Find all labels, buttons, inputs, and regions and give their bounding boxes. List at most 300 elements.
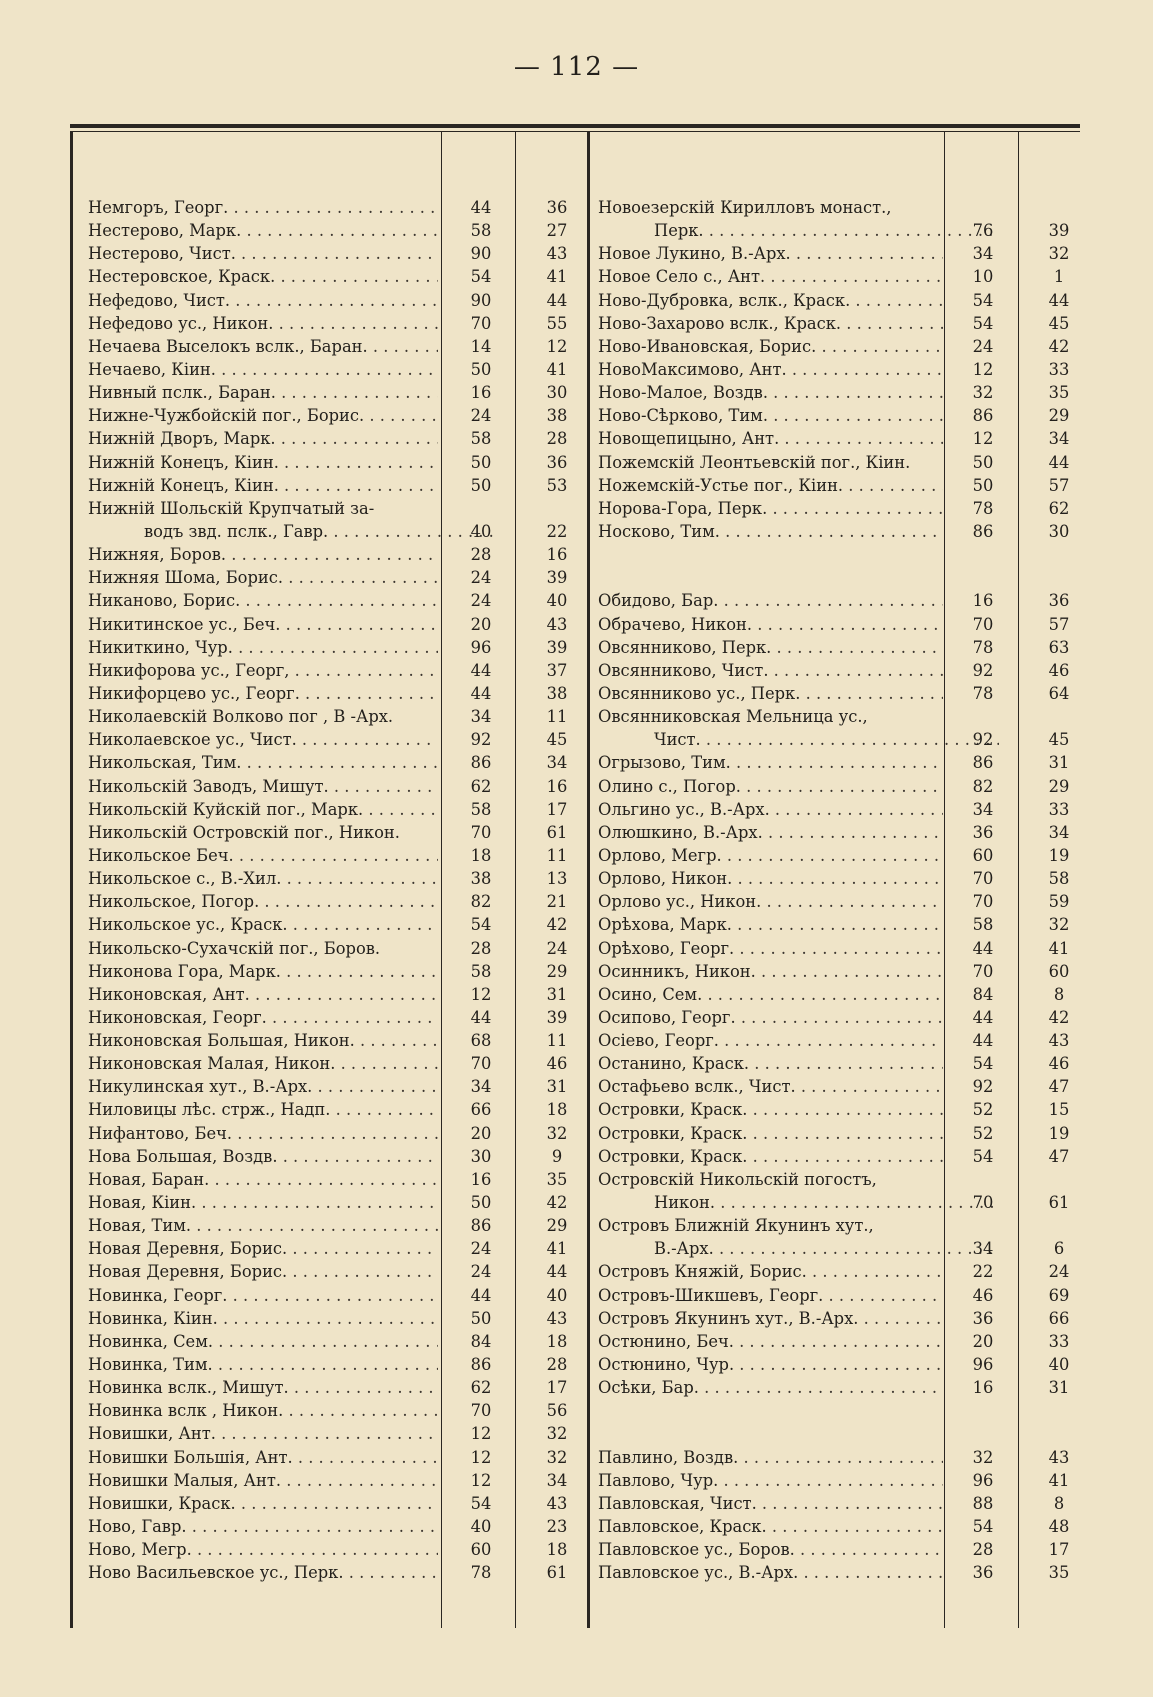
- place-name: Ново-Малое, Воздв. . . .: [598, 381, 943, 404]
- place-name: Ниловицы лѣс. стрж., Надп. . . .: [88, 1098, 438, 1121]
- place-name: Норова-Гора, Перк. . . .: [598, 497, 943, 520]
- place-name: Никаново, Борис. . . .: [88, 589, 438, 612]
- place-name: Ново-Сѣрково, Тим. . . .: [598, 404, 943, 427]
- map-sheet-number: 12: [470, 1447, 492, 1467]
- map-sheet-number: 28: [972, 1540, 994, 1560]
- square-number: 40: [546, 591, 568, 611]
- map-sheet-number: 16: [470, 383, 492, 403]
- place-name: Останино, Краск. . . .: [598, 1052, 943, 1075]
- square-number: 61: [1048, 1193, 1070, 1213]
- place-name: Николаевское ус., Чист. . . .: [88, 728, 438, 751]
- square-number: 42: [1048, 1007, 1070, 1027]
- place-name: Носково, Тим. . . .: [598, 520, 943, 543]
- place-name: Новинка вслк., Мишут. . . .: [88, 1376, 438, 1399]
- square-number: 32: [546, 1424, 568, 1444]
- map-sheet-number: 78: [972, 498, 994, 518]
- map-sheet-number: 92: [972, 730, 994, 750]
- square-number: 18: [546, 1331, 568, 1351]
- place-name: Нижняя, Боров. . . .: [88, 543, 438, 566]
- place-name: Нова Большая, Воздв. . . .: [88, 1145, 438, 1168]
- map-sheet-number: 10: [972, 267, 994, 287]
- square-number: 32: [546, 1447, 568, 1467]
- square-number: 29: [1048, 776, 1070, 796]
- place-name: Никольское, Погор. . . .: [88, 890, 438, 913]
- place-name: Орѣхово, Георг. . . .: [598, 937, 943, 960]
- place-name: Островки, Краск. . . .: [598, 1122, 943, 1145]
- square-number: 17: [1048, 1540, 1070, 1560]
- place-name: Обрачево, Никон. . . .: [598, 613, 943, 636]
- place-name: Островъ-Шикшевъ, Георг. . . .: [598, 1284, 943, 1307]
- place-name: Чист. . . .: [598, 728, 999, 751]
- place-name: Огрызово, Тим. . . .: [598, 751, 943, 774]
- square-number: 44: [546, 1262, 568, 1282]
- map-sheet-number: 88: [972, 1493, 994, 1513]
- square-number: 44: [546, 290, 568, 310]
- square-number: 64: [1048, 683, 1070, 703]
- map-sheet-number: 36: [972, 1308, 994, 1328]
- map-sheet-number: 58: [470, 799, 492, 819]
- place-name: Новая, Тим. . . .: [88, 1214, 438, 1237]
- square-number: 47: [1048, 1146, 1070, 1166]
- place-name: НовоМаксимово, Ант. . . .: [598, 358, 943, 381]
- place-name: Никифорцево ус., Георг. . . .: [88, 682, 438, 705]
- place-name: Никифорова ус., Георг, . . .: [88, 659, 438, 682]
- map-sheet-number: 12: [972, 359, 994, 379]
- map-sheet-number: 54: [470, 915, 492, 935]
- place-name: Новинка вслк , Никон. . . .: [88, 1399, 438, 1422]
- square-number: 28: [546, 1355, 568, 1375]
- square-number: 19: [1048, 1123, 1070, 1143]
- map-sheet-number: 96: [972, 1355, 994, 1375]
- map-sheet-number: 12: [470, 1470, 492, 1490]
- map-sheet-number: 70: [470, 1401, 492, 1421]
- map-sheet-number: 46: [972, 1285, 994, 1305]
- square-number: 8: [1053, 1493, 1065, 1513]
- place-name: Новоезерскiй Кирилловъ монаст.,: [598, 198, 892, 217]
- map-sheet-number: 68: [470, 1031, 492, 1051]
- place-name: Никольскiй Заводъ, Мишут. . . .: [88, 775, 438, 798]
- square-number: 55: [546, 313, 568, 333]
- place-name: Осинникъ, Никон. . . .: [598, 960, 943, 983]
- place-name: Никольскiй Куйскiй пог., Марк. . . .: [88, 798, 438, 821]
- place-name: Павлово, Чур. . . .: [598, 1469, 943, 1492]
- square-number: 47: [1048, 1077, 1070, 1097]
- map-sheet-number: 44: [470, 1007, 492, 1027]
- map-sheet-number: 28: [470, 545, 492, 565]
- square-number: 39: [546, 568, 568, 588]
- map-sheet-number: 50: [972, 475, 994, 495]
- square-number: 24: [1048, 1262, 1070, 1282]
- place-name: Островъ Княжiй, Борис. . . .: [598, 1260, 943, 1283]
- map-sheet-number: 12: [470, 984, 492, 1004]
- map-sheet-number: 50: [470, 475, 492, 495]
- map-sheet-number: 30: [470, 1146, 492, 1166]
- map-sheet-number: 32: [972, 1447, 994, 1467]
- map-sheet-number: 50: [470, 1193, 492, 1213]
- map-sheet-number: 86: [470, 1216, 492, 1236]
- column-divider: [944, 131, 945, 1628]
- place-name: Новое Лукино, В.-Арх. . . .: [598, 242, 943, 265]
- place-name: Павлино, Воздв. . . .: [598, 1446, 943, 1469]
- map-sheet-number: 90: [470, 244, 492, 264]
- square-number: 16: [546, 545, 568, 565]
- square-number: 32: [1048, 915, 1070, 935]
- square-number: 41: [546, 267, 568, 287]
- place-name: Новишки, Краск. . . .: [88, 1492, 438, 1515]
- square-number: 39: [546, 1007, 568, 1027]
- map-sheet-number: 52: [972, 1123, 994, 1143]
- map-sheet-number: 20: [470, 614, 492, 634]
- place-name: Нижнiй Дворъ, Марк. . . .: [88, 427, 438, 450]
- map-sheet-number: 20: [470, 1123, 492, 1143]
- place-name: Ново-Захарово вслк., Краск. . . .: [598, 312, 943, 335]
- map-sheet-number: 54: [470, 267, 492, 287]
- place-name: Осiево, Георг. . . .: [598, 1029, 943, 1052]
- map-sheet-number: 84: [972, 984, 994, 1004]
- place-name: Нижняя Шома, Борис. . . .: [88, 566, 438, 589]
- place-name: Островки, Краск. . . .: [598, 1145, 943, 1168]
- map-sheet-number: 86: [470, 1355, 492, 1375]
- square-number: 29: [546, 1216, 568, 1236]
- place-name: Никоновская, Георг. . . .: [88, 1006, 438, 1029]
- place-name: Ново-Дубровка, вслк., Краск. . . .: [598, 289, 943, 312]
- place-name: Остюнино, Беч. . . .: [598, 1330, 943, 1353]
- square-number: 61: [546, 1563, 568, 1583]
- map-sheet-number: 86: [972, 406, 994, 426]
- place-name: Островки, Краск. . . .: [598, 1098, 943, 1121]
- map-sheet-number: 54: [972, 1054, 994, 1074]
- place-name: Никольско-Сухачскiй пог., Боров.: [88, 938, 381, 958]
- map-sheet-number: 70: [470, 822, 492, 842]
- map-sheet-number: 38: [470, 869, 492, 889]
- place-name: водъ звд. пслк., Гавр. . . .: [88, 520, 494, 543]
- map-sheet-number: 20: [972, 1331, 994, 1351]
- map-sheet-number: 44: [972, 1007, 994, 1027]
- map-sheet-number: 50: [470, 359, 492, 379]
- place-name: Павловская, Чист. . . .: [598, 1492, 943, 1515]
- map-sheet-number: 54: [972, 1146, 994, 1166]
- place-name: Никольская, Тим. . . .: [88, 751, 438, 774]
- square-number: 39: [1048, 221, 1070, 241]
- square-number: 62: [1048, 498, 1070, 518]
- map-sheet-number: 92: [972, 660, 994, 680]
- place-name: Овсянниково, Чист. . . .: [598, 659, 943, 682]
- square-number: 69: [1048, 1285, 1070, 1305]
- place-name: Николаевскiй Волково пог , В -Арх.: [88, 707, 394, 727]
- place-name: Новишки, Ант. . . .: [88, 1422, 438, 1445]
- square-number: 30: [1048, 521, 1070, 541]
- place-name: Нивный пслк., Баран. . . .: [88, 381, 438, 404]
- map-sheet-number: 40: [470, 1517, 492, 1537]
- place-name: Павловское, Краск. . . .: [598, 1515, 943, 1538]
- table-top-rule-thin: [70, 131, 1080, 132]
- place-name: Ново, Мегр. . . .: [88, 1538, 438, 1561]
- square-number: 36: [1048, 591, 1070, 611]
- square-number: 43: [546, 1308, 568, 1328]
- map-sheet-number: 14: [470, 336, 492, 356]
- map-sheet-number: 90: [470, 290, 492, 310]
- place-name: Никоновская Большая, Никон. . . .: [88, 1029, 438, 1052]
- square-number: 30: [546, 383, 568, 403]
- place-name: Никонова Гора, Марк. . . .: [88, 960, 438, 983]
- place-name: Никитинское ус., Беч. . . .: [88, 613, 438, 636]
- square-number: 16: [546, 776, 568, 796]
- map-sheet-number: 40: [470, 521, 492, 541]
- column-divider: [441, 131, 442, 1628]
- square-number: 1: [1053, 267, 1065, 287]
- place-name: Никольское с., В.-Хил. . . .: [88, 867, 438, 890]
- map-sheet-number: 50: [470, 452, 492, 472]
- map-sheet-number: 36: [972, 822, 994, 842]
- square-number: 59: [1048, 892, 1070, 912]
- map-sheet-number: 16: [972, 1378, 994, 1398]
- square-number: 33: [1048, 799, 1070, 819]
- map-sheet-number: 34: [470, 1077, 492, 1097]
- square-number: 42: [546, 1193, 568, 1213]
- place-name: Орлово, Мегр. . . .: [598, 844, 943, 867]
- place-name: Нефедово, Чист. . . .: [88, 289, 438, 312]
- map-sheet-number: 70: [972, 961, 994, 981]
- map-sheet-number: 92: [470, 730, 492, 750]
- square-number: 15: [1048, 1100, 1070, 1120]
- square-number: 29: [1048, 406, 1070, 426]
- square-number: 11: [546, 1031, 568, 1051]
- map-sheet-number: 44: [470, 198, 492, 217]
- square-number: 43: [546, 1493, 568, 1513]
- square-number: 36: [546, 198, 568, 217]
- square-number: 43: [1048, 1031, 1070, 1051]
- square-number: 38: [546, 406, 568, 426]
- square-number: 41: [546, 1239, 568, 1259]
- place-name: Нефедово ус., Никон. . . .: [88, 312, 438, 335]
- place-name: Перк. . . .: [598, 219, 999, 242]
- square-number: 66: [1048, 1308, 1070, 1328]
- square-number: 22: [546, 521, 568, 541]
- place-name: Павловское ус., Боров. . . .: [598, 1538, 943, 1561]
- square-number: 11: [546, 707, 568, 727]
- square-number: 46: [1048, 660, 1070, 680]
- square-number: 45: [1048, 313, 1070, 333]
- square-number: 32: [1048, 244, 1070, 264]
- place-name: Орѣхова, Марк. . . .: [598, 913, 943, 936]
- place-name: Новинка, Тим. . . .: [88, 1353, 438, 1376]
- map-sheet-number: 62: [470, 1378, 492, 1398]
- map-sheet-number: 82: [470, 892, 492, 912]
- map-sheet-number: 60: [972, 845, 994, 865]
- map-sheet-number: 66: [470, 1100, 492, 1120]
- square-number: 31: [1048, 1378, 1070, 1398]
- square-number: 57: [1048, 614, 1070, 634]
- place-name: Осино, Сем. . . .: [598, 983, 943, 1006]
- place-name: Овсянниково, Перк. . . .: [598, 636, 943, 659]
- place-name: Овсянниково ус., Перк. . . .: [598, 682, 943, 705]
- place-name: Ново Васильевское ус., Перк. . . .: [88, 1561, 438, 1584]
- square-number: 56: [546, 1401, 568, 1421]
- map-sheet-number: 24: [972, 336, 994, 356]
- square-number: 42: [1048, 336, 1070, 356]
- column-divider: [515, 131, 516, 1628]
- place-name: Нижнiй Конецъ, Кiин. . . .: [88, 474, 438, 497]
- square-number: 40: [1048, 1355, 1070, 1375]
- place-name: Осипово, Георг. . . .: [598, 1006, 943, 1029]
- place-name: Орлово, Никон. . . .: [598, 867, 943, 890]
- map-sheet-number: 54: [972, 313, 994, 333]
- square-number: 48: [1048, 1517, 1070, 1537]
- map-sheet-number: 96: [470, 637, 492, 657]
- square-number: 46: [546, 1054, 568, 1074]
- place-name: Остюнино, Чур. . . .: [598, 1353, 943, 1376]
- square-number: 41: [1048, 1470, 1070, 1490]
- square-number: 31: [546, 1077, 568, 1097]
- map-sheet-number: 70: [972, 614, 994, 634]
- map-sheet-number: 62: [470, 776, 492, 796]
- place-name: Нижнiй Конецъ, Кiин. . . .: [88, 451, 438, 474]
- square-number: 53: [546, 475, 568, 495]
- place-name: Островъ Ближнiй Якунинъ хут.,: [598, 1216, 874, 1236]
- map-sheet-number: 54: [470, 1493, 492, 1513]
- map-sheet-number: 16: [470, 1169, 492, 1189]
- place-name: Остафьево вслк., Чист. . . .: [598, 1075, 943, 1098]
- place-name: Никоновская, Ант. . . .: [88, 983, 438, 1006]
- square-number: 6: [1053, 1239, 1065, 1259]
- place-name: Новишки Большiя, Ант. . . .: [88, 1446, 438, 1469]
- map-sheet-number: 96: [972, 1470, 994, 1490]
- square-number: 58: [1048, 869, 1070, 889]
- place-name: Обидово, Бар. . . .: [598, 589, 943, 612]
- place-name: Новинка, Сем. . . .: [88, 1330, 438, 1353]
- square-number: 39: [546, 637, 568, 657]
- square-number: 17: [546, 1378, 568, 1398]
- square-number: 43: [1048, 1447, 1070, 1467]
- place-name: Никиткино, Чур. . . .: [88, 636, 438, 659]
- map-sheet-number: 44: [972, 1031, 994, 1051]
- square-number: 42: [546, 915, 568, 935]
- square-number: 63: [1048, 637, 1070, 657]
- place-name: Нестеровское, Краск. . . .: [88, 265, 438, 288]
- map-sheet-number: 86: [470, 753, 492, 773]
- square-number: 27: [546, 221, 568, 241]
- place-name: Немгоръ, Георг. . . .: [88, 196, 438, 219]
- place-name: Никольскiй Островскiй пог., Никон.: [88, 822, 400, 842]
- map-sheet-number: 58: [470, 221, 492, 241]
- place-name: Олюшкино, В.-Арх. . . .: [598, 821, 943, 844]
- square-number: 36: [546, 452, 568, 472]
- square-number: 13: [546, 869, 568, 889]
- place-name: Ольгино ус., В.-Арх. . . .: [598, 798, 943, 821]
- place-name: Новая Деревня, Борис. . . .: [88, 1260, 438, 1283]
- place-name: Новинка, Кiин. . . .: [88, 1307, 438, 1330]
- square-number: 24: [546, 938, 568, 958]
- square-number: 8: [1053, 984, 1065, 1004]
- map-sheet-number: 70: [972, 869, 994, 889]
- place-name: Новая Деревня, Борис. . . .: [88, 1237, 438, 1260]
- map-sheet-number: 58: [972, 915, 994, 935]
- map-sheet-number: 50: [972, 452, 994, 472]
- map-sheet-number: 84: [470, 1331, 492, 1351]
- map-sheet-number: 70: [470, 313, 492, 333]
- place-name: Островъ Якунинъ хут., В.-Арх. . . .: [598, 1307, 943, 1330]
- map-sheet-number: 78: [972, 683, 994, 703]
- square-number: 43: [546, 614, 568, 634]
- place-name: Нечаева Выселокъ вслк., Баран. . . .: [88, 335, 438, 358]
- square-number: 43: [546, 244, 568, 264]
- table-top-rule: [70, 124, 1080, 128]
- map-sheet-number: 34: [470, 707, 492, 727]
- table-left-border: [70, 131, 73, 1628]
- map-sheet-number: 78: [972, 637, 994, 657]
- place-name: Никон. . . .: [598, 1191, 999, 1214]
- place-name: Никольское Беч. . . .: [88, 844, 438, 867]
- place-name: Никольское ус., Краск. . . .: [88, 913, 438, 936]
- square-number: 19: [1048, 845, 1070, 865]
- place-name: Ново-Ивановская, Борис. . . .: [598, 335, 943, 358]
- map-sheet-number: 18: [470, 845, 492, 865]
- map-sheet-number: 60: [470, 1540, 492, 1560]
- map-sheet-number: 70: [972, 892, 994, 912]
- table-center-divider: [587, 131, 590, 1628]
- map-sheet-number: 44: [470, 1285, 492, 1305]
- map-sheet-number: 78: [470, 1563, 492, 1583]
- square-number: 34: [1048, 429, 1070, 449]
- map-sheet-number: 44: [470, 660, 492, 680]
- place-name: Никоновская Малая, Никон. . . .: [88, 1052, 438, 1075]
- map-sheet-number: 36: [972, 1563, 994, 1583]
- map-sheet-number: 50: [470, 1308, 492, 1328]
- square-number: 34: [546, 1470, 568, 1490]
- square-number: 37: [546, 660, 568, 680]
- place-name: Нестерово, Чист. . . .: [88, 242, 438, 265]
- square-number: 44: [1048, 290, 1070, 310]
- map-sheet-number: 70: [470, 1054, 492, 1074]
- place-name: Павловское ус., В.-Арх. . . .: [598, 1561, 943, 1584]
- map-sheet-number: 24: [470, 1239, 492, 1259]
- place-name: Новощепицыно, Ант. . . .: [598, 427, 943, 450]
- map-sheet-number: 70: [972, 1193, 994, 1213]
- place-name: Ново, Гавр. . . .: [88, 1515, 438, 1538]
- place-name: Осѣки, Бар. . . .: [598, 1376, 943, 1399]
- map-sheet-number: 44: [972, 938, 994, 958]
- map-sheet-number: 44: [470, 683, 492, 703]
- map-sheet-number: 92: [972, 1077, 994, 1097]
- square-number: 57: [1048, 475, 1070, 495]
- place-name: Нечаево, Кiин. . . .: [88, 358, 438, 381]
- map-sheet-number: 28: [470, 938, 492, 958]
- square-number: 11: [546, 845, 568, 865]
- square-number: 31: [546, 984, 568, 1004]
- square-number: 35: [1048, 383, 1070, 403]
- place-name: Олино с., Погор. . . .: [598, 775, 943, 798]
- map-sheet-number: 52: [972, 1100, 994, 1120]
- map-sheet-number: 82: [972, 776, 994, 796]
- square-number: 60: [1048, 961, 1070, 981]
- map-sheet-number: 34: [972, 244, 994, 264]
- square-number: 34: [1048, 822, 1070, 842]
- square-number: 23: [546, 1517, 568, 1537]
- map-sheet-number: 86: [972, 753, 994, 773]
- place-name: Орлово ус., Никон. . . .: [598, 890, 943, 913]
- square-number: 46: [1048, 1054, 1070, 1074]
- place-name: Островскiй Никольскiй погостъ,: [598, 1169, 877, 1189]
- map-sheet-number: 54: [972, 1517, 994, 1537]
- square-number: 33: [1048, 1331, 1070, 1351]
- column-divider: [1018, 131, 1019, 1628]
- square-number: 61: [546, 822, 568, 842]
- map-sheet-number: 34: [972, 1239, 994, 1259]
- map-sheet-number: 76: [972, 221, 994, 241]
- square-number: 38: [546, 683, 568, 703]
- place-name: Пожемскiй Леонтьевскiй пог., Кiин.: [598, 452, 911, 472]
- page-number: — 112 —: [513, 52, 640, 82]
